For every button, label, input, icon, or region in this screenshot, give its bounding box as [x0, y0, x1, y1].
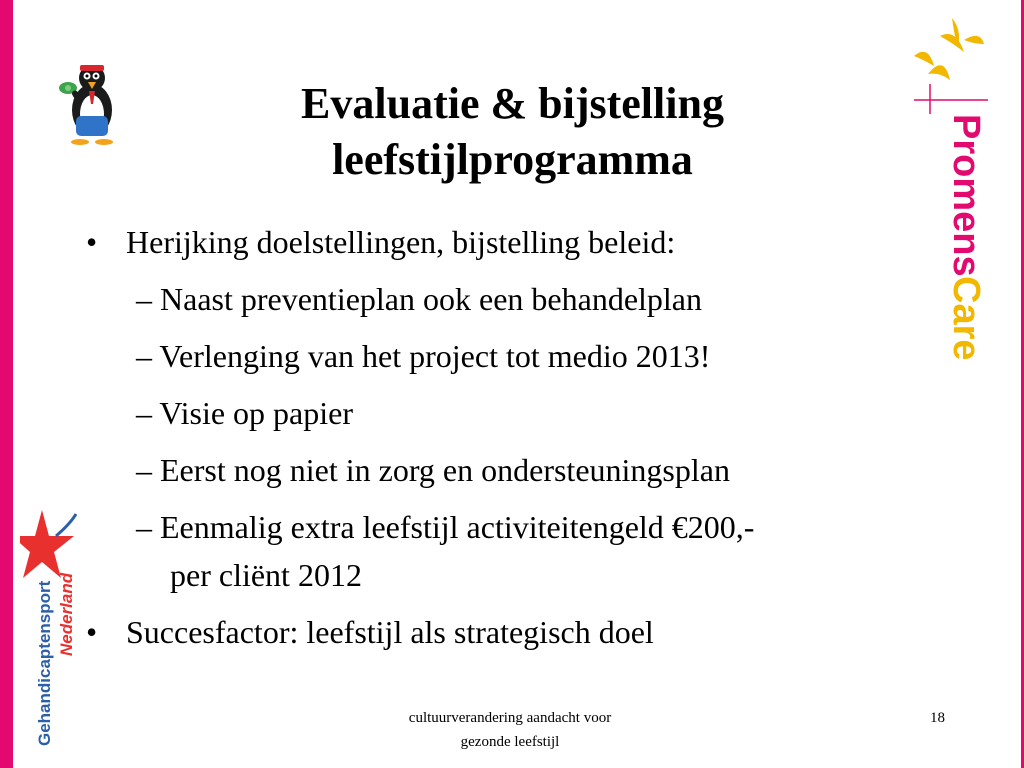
sub-bullet-text: Visie op papier [159, 395, 353, 431]
sub-bullet-item [136, 450, 730, 490]
page-number: 18 [930, 710, 945, 726]
sub-bullet-text: Verlenging van het project tot medio 2013! [159, 338, 711, 374]
footer-line-2: gezonde leefstijl [460, 734, 560, 750]
bullet-marker: • [86, 614, 98, 650]
footer-line-1: cultuurverandering aandacht voor [408, 710, 612, 726]
sub-bullet-item [136, 279, 702, 319]
left-accent-bar [0, 0, 13, 768]
slide-title [150, 76, 875, 188]
dash-marker: – [136, 452, 152, 488]
sub-bullet-item [136, 393, 353, 433]
sub-bullet-item [136, 336, 710, 376]
sub-bullet-continuation: per cliënt 2012 [170, 557, 362, 593]
promens-emblem-icon [914, 18, 984, 80]
bullet-marker: • [86, 224, 98, 260]
sub-bullet-text: Eenmalig extra leefstijl activiteitengeld €200,- [160, 509, 755, 545]
title-line-2: leefstijlprogramma [332, 135, 693, 184]
slide-footer [360, 706, 660, 754]
gehandicaptensport-word: Gehandicaptensport [35, 580, 54, 746]
dash-marker: – [136, 509, 152, 545]
promens-word: Promens [945, 114, 987, 277]
sub-bullet-text: Naast preventieplan ook een behandelplan [160, 281, 702, 317]
sub-bullet-text: Eerst nog niet in zorg en ondersteuningsplan [160, 452, 730, 488]
bullet-item [86, 222, 676, 262]
dash-marker: – [136, 338, 152, 374]
sub-bullet-item [136, 507, 754, 547]
gehandicaptensport-logo [20, 506, 90, 761]
bullet-item [86, 612, 654, 652]
dash-marker: – [136, 395, 152, 431]
dash-marker: – [136, 281, 152, 317]
bullet-text: Herijking doelstellingen, bijstelling beleid: [126, 224, 676, 260]
star-icon [20, 510, 74, 578]
bullet-text: Succesfactor: leefstijl als strategisch doel [126, 614, 654, 650]
penguin-mascot-icon [58, 60, 124, 151]
care-word: Care [945, 276, 987, 359]
nederland-word: Nederland [57, 572, 76, 656]
title-line-1: Evaluatie & bijstelling [301, 79, 724, 128]
promens-care-logo [904, 14, 994, 364]
